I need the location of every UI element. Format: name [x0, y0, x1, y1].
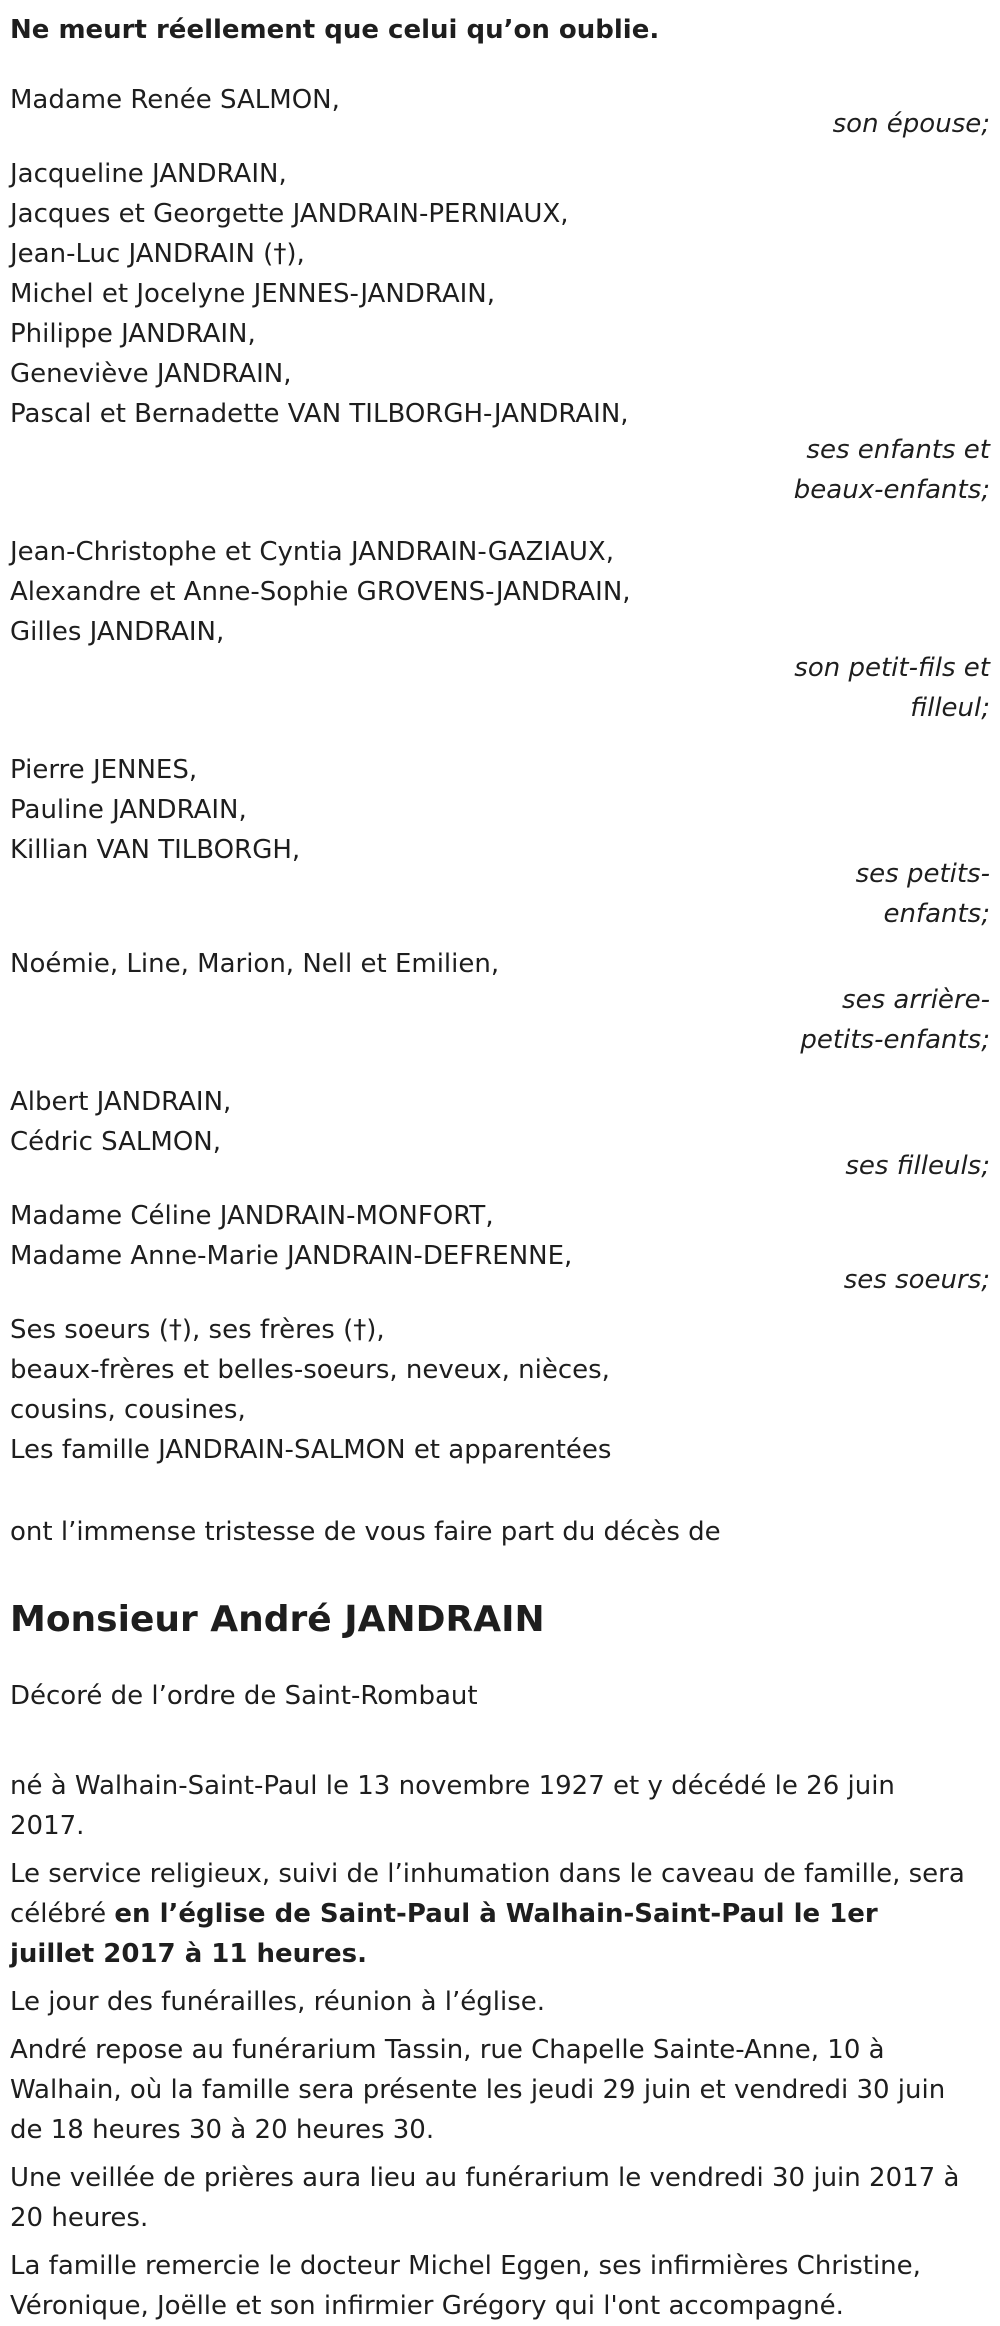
family-name-line: Alexandre et Anne-Sophie GROVENS-JANDRAIN, [10, 577, 631, 607]
family-name-line: Madame Céline JANDRAIN-MONFORT, [10, 1201, 494, 1231]
family-group-grandchildren [10, 750, 1000, 870]
family-name-line: Les famille JANDRAIN-SALMON et apparentées [10, 1435, 612, 1465]
family-group-grandson [10, 532, 1000, 652]
service-location-date: en l’église de Saint-Paul à Walhain-Saint-Paul le 1er juillet 2017 à 11 heures. [10, 1899, 878, 1969]
family-name-line: Madame Anne-Marie JANDRAIN-DEFRENNE, [10, 1241, 573, 1271]
family-name-line: cousins, cousines, [10, 1395, 246, 1425]
relation-label: son petit-fils et filleul; [794, 653, 990, 723]
relation-label: ses enfants et beaux-enfants; [793, 435, 990, 505]
deceased-name: Monsieur André JANDRAIN [10, 1599, 545, 1640]
announcement: ont l’immense tristesse de vous faire part du décès de [10, 1517, 721, 1547]
family-group-great-grandchildren [10, 944, 1000, 984]
family-name-line: Noémie, Line, Marion, Nell et Emilien, [10, 949, 500, 979]
family-name-line: Gilles JANDRAIN, [10, 617, 225, 647]
decoration: Décoré de l’ordre de Saint-Rombaut [10, 1681, 478, 1711]
relation-label: son épouse; [832, 109, 990, 139]
vigil-text: Une veillée de prières aura lieu au funérarium le vendredi 30 juin 2017 à 20 heures. [10, 2163, 960, 2233]
family-name-line: Jacques et Georgette JANDRAIN-PERNIAUX, [10, 199, 569, 229]
family-name-line: Albert JANDRAIN, [10, 1087, 232, 1117]
family-name-line: Jacqueline JANDRAIN, [10, 159, 287, 189]
family-name-line: beaux-frères et belles-soeurs, neveux, nièces, [10, 1355, 610, 1385]
family-name-line: Pauline JANDRAIN, [10, 795, 247, 825]
relation-label: ses filleuls; [845, 1151, 990, 1181]
reunion-text: Le jour des funérailles, réunion à l’église. [10, 1987, 546, 2017]
birth-death-text: né à Walhain-Saint-Paul le 13 novembre 1927 et y décédé le 26 juin 2017. [10, 1771, 895, 1841]
service-intro: Le service religieux, suivi de l’inhumation dans le caveau de famille, sera célébré [10, 1859, 965, 1929]
relation-label: ses arrière-petits-enfants; [800, 985, 990, 1055]
family-name-line: Michel et Jocelyne JENNES-JANDRAIN, [10, 279, 495, 309]
service-text [10, 1854, 970, 1974]
family-name-line: Pierre JENNES, [10, 755, 198, 785]
relation-label: ses petits-enfants; [855, 859, 990, 929]
funerarium-text: André repose au funérarium Tassin, rue Chapelle Sainte-Anne, 10 à Walhain, où la famille sera présente les jeudi 29 juin et vendredi 30 juin de 18 heures 30 à 20 heures 30. [10, 2035, 946, 2145]
family-name-line: Killian VAN TILBORGH, [10, 835, 301, 865]
family-name-line: Cédric SALMON, [10, 1127, 221, 1157]
family-name-line: Geneviève JANDRAIN, [10, 359, 292, 389]
extended-family [10, 1310, 1000, 1470]
family-name-line: Madame Renée SALMON, [10, 85, 340, 115]
family-group-children [10, 154, 1000, 434]
family-name-line: Philippe JANDRAIN, [10, 319, 256, 349]
family-name-line: Ses soeurs (†), ses frères (†), [10, 1315, 385, 1345]
family-name-line: Jean-Luc JANDRAIN (†), [10, 239, 305, 269]
epigraph: Ne meurt réellement que celui qu’on oublie. [10, 15, 660, 45]
relation-label: ses soeurs; [843, 1265, 990, 1295]
family-name-line: Pascal et Bernadette VAN TILBORGH-JANDRAIN, [10, 399, 629, 429]
thanks-text: La famille remercie le docteur Michel Eggen, ses infirmières Christine, Véronique, Joëlle et son infirmier Grégory qui l'ont accompagné. [10, 2251, 921, 2321]
family-name-line: Jean-Christophe et Cyntia JANDRAIN-GAZIAUX, [10, 537, 615, 567]
